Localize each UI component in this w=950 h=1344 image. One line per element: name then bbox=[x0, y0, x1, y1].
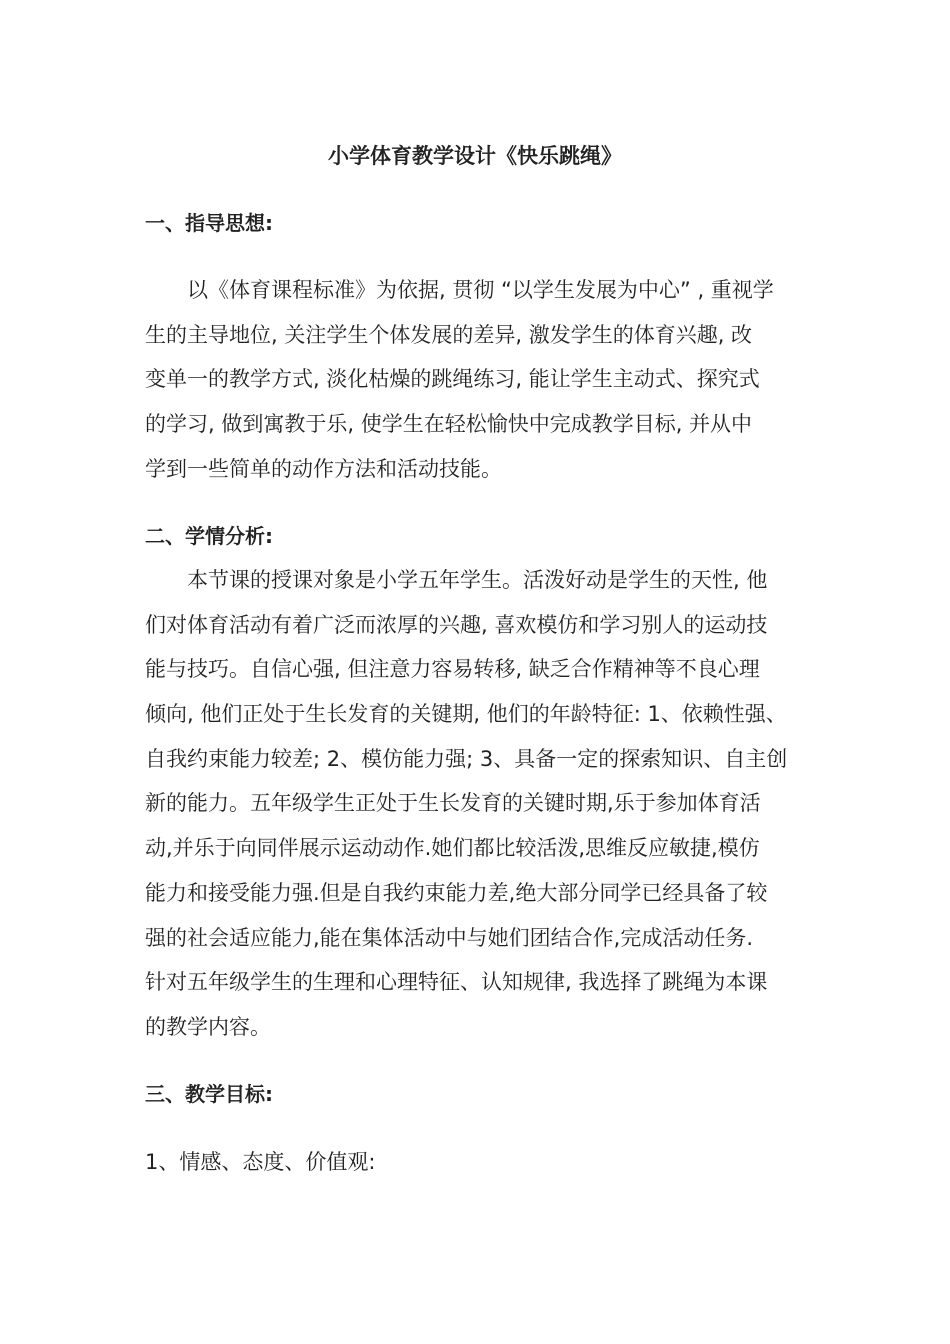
paragraph-line: 生的主导地位, 关注学生个体发展的差异, 激发学生的体育兴趣, 改 bbox=[145, 322, 753, 347]
paragraph-line: 强的社会适应能力,能在集体活动中与她们团结合作,完成活动任务. bbox=[145, 925, 754, 950]
paragraph-line: 动,并乐于向同伴展示运动动作.她们都比较活泼,思维反应敏捷,模仿 bbox=[145, 836, 760, 861]
paragraph-line: 以《体育课程标准》为依据, 贯彻 “以学生发展为中心” , 重视学 bbox=[187, 278, 774, 302]
paragraph-line: 们对体育活动有着广泛而浓厚的兴趣, 喜欢模仿和学习别人的运动技 bbox=[145, 612, 768, 637]
paragraph-line: 本节课的授课对象是小学五年学生。活泼好动是学生的天性, 他 bbox=[187, 568, 768, 592]
paragraph-line: 新的能力。五年级学生正处于生长发育的关键时期,乐于参加体育活 bbox=[145, 791, 761, 816]
paragraph-line: 能与技巧。自信心强, 但注意力容易转移, 缺乏合作精神等不良心理 bbox=[145, 657, 760, 682]
section-heading-learner-analysis: 二、学情分析: bbox=[145, 524, 273, 548]
paragraph-line: 能力和接受能力强.但是自我约束能力差,绝大部分同学已经具备了较 bbox=[145, 880, 768, 905]
paragraph-line: 针对五年级学生的生理和心理特征、认知规律, 我选择了跳绳为本课 bbox=[145, 970, 768, 995]
paragraph-line: 学到一些简单的动作方法和活动技能。 bbox=[145, 456, 502, 481]
paragraph-line: 变单一的教学方式, 淡化枯燥的跳绳练习, 能让学生主动式、探究式 bbox=[145, 367, 760, 392]
section-heading-guiding-ideology: 一、指导思想: bbox=[145, 211, 273, 235]
objective-item: 1、情感、态度、价值观: bbox=[145, 1150, 376, 1174]
paragraph-line: 自我约束能力较差; 2、模仿能力强; 3、具备一定的探索知识、自主创 bbox=[145, 746, 788, 771]
paragraph-line: 的学习, 做到寓教于乐, 使学生在轻松愉快中完成教学目标, 并从中 bbox=[145, 412, 753, 437]
section-paragraph-guiding-ideology bbox=[145, 268, 807, 491]
section-heading-teaching-objectives: 三、教学目标: bbox=[145, 1082, 273, 1106]
paragraph-line: 倾向, 他们正处于生长发育的关键期, 他们的年龄特征: 1、依赖性强、 bbox=[145, 702, 787, 727]
document-title: 小学体育教学设计《快乐跳绳》 bbox=[328, 144, 622, 168]
section-paragraph-learner-analysis bbox=[145, 558, 807, 1050]
paragraph-line: 的教学内容。 bbox=[145, 1014, 271, 1039]
